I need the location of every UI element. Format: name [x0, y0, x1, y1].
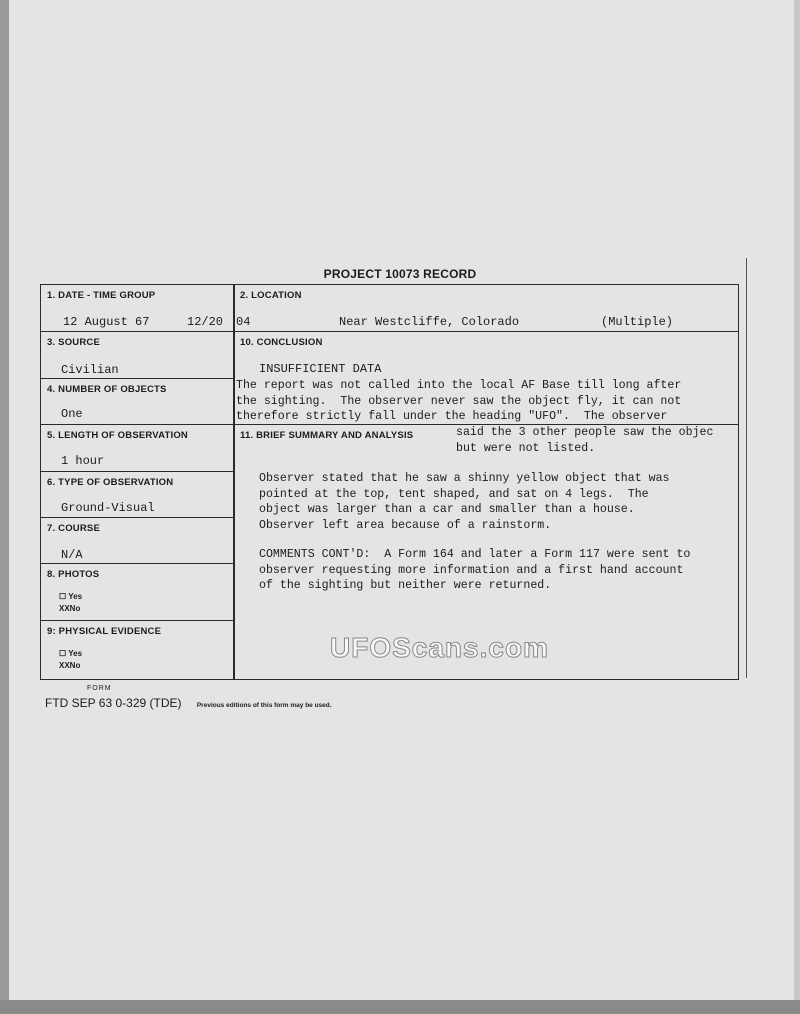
summary-cont: said the 3 other people saw the objec but were not listed.: [456, 426, 714, 455]
margin-line: [746, 258, 747, 678]
conclusion-text: The report was not called into the local AF Base till long after the sighting. The observer never saw the object fly, it can not therefore strictly fall under the heading "UFO". The observer: [236, 379, 682, 423]
time-value-cont: 04: [236, 315, 251, 329]
form-footer: [45, 685, 332, 710]
footer-form-label: FORM: [87, 685, 112, 692]
footer-form-code: FTD SEP 63 0-329 (TDE): [45, 696, 182, 710]
source-label: 3. SOURCE: [47, 337, 101, 348]
location-label: 2. LOCATION: [240, 290, 302, 301]
evidence-cell: [40, 620, 235, 680]
length-cell: [40, 424, 235, 472]
evidence-yes-checkbox: ☐ Yes: [59, 649, 83, 658]
location-note: (Multiple): [601, 315, 674, 329]
form-title: PROJECT 10073 RECORD: [323, 267, 477, 281]
location-value: Near Westcliffe, Colorado: [339, 315, 520, 329]
comments-paragraph: COMMENTS CONT'D: A Form 164 and later a Form 117 were sent to observer requesting more information and a first hand account of the sighting but neither were returned.: [259, 548, 691, 592]
photos-no-checkbox: XXNo: [59, 604, 81, 613]
course-value: N/A: [61, 548, 83, 562]
conclusion-label: 10. CONCLUSION: [240, 337, 323, 348]
date-cell: [40, 284, 235, 332]
conclusion-value: INSUFFICIENT DATA: [259, 362, 382, 376]
length-value: 1 hour: [61, 454, 105, 468]
source-value: Civilian: [61, 363, 119, 377]
number-label: 4. NUMBER OF OBJECTS: [47, 384, 167, 395]
time-value: 12/20: [187, 315, 224, 329]
footer-note: Previous editions of this form may be used.: [196, 702, 332, 709]
date-label: 1. DATE - TIME GROUP: [47, 290, 156, 301]
date-value: 12 August 67: [63, 315, 150, 329]
scan-edge: [0, 1000, 800, 1014]
number-value: One: [61, 407, 83, 421]
summary-paragraph: Observer stated that he saw a shinny yellow object that was pointed at the top, tent shaped, and sat on 4 legs. The object was larger than a car and smaller than a house. Observer left area because of a rainstorm.: [259, 472, 670, 532]
course-label: 7. COURSE: [47, 523, 101, 534]
type-label: 6. TYPE OF OBSERVATION: [47, 477, 174, 488]
source-cell: [40, 331, 235, 379]
photos-cell: [40, 563, 235, 621]
scan-edge: [0, 0, 9, 1014]
conclusion-cell: [233, 331, 739, 425]
watermark: UFOScans.com: [330, 632, 549, 663]
number-cell: [40, 378, 235, 425]
type-cell: [40, 471, 235, 518]
evidence-label: 9: PHYSICAL EVIDENCE: [47, 626, 162, 637]
location-cell: [233, 284, 739, 332]
course-cell: [40, 517, 235, 564]
length-label: 5. LENGTH OF OBSERVATION: [47, 430, 188, 441]
photos-label: 8. PHOTOS: [47, 569, 100, 580]
scan-edge: [794, 0, 800, 1014]
summary-label: 11. BRIEF SUMMARY AND ANALYSIS: [240, 430, 414, 441]
type-value: Ground-Visual: [61, 501, 155, 515]
evidence-no-checkbox: XXNo: [59, 661, 81, 670]
photos-yes-checkbox: ☐ Yes: [59, 592, 83, 601]
